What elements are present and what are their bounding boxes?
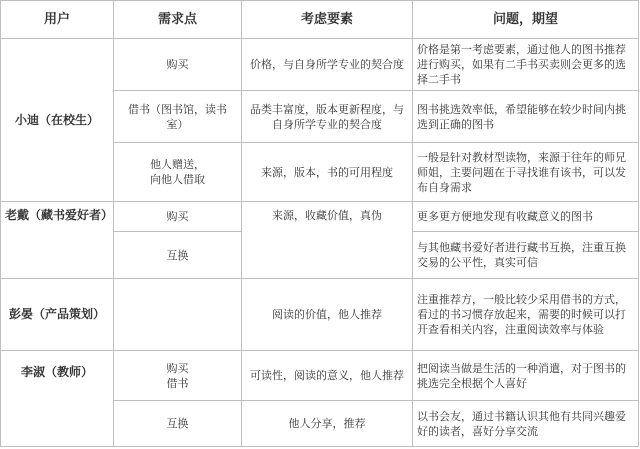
need-cell: 购买 借书 — [114, 351, 242, 401]
issue-cell: 价格是第一考虑要素，通过他人的图书推荐进行购买，如果有二手书买卖则会更多的选择二手书 — [413, 39, 639, 91]
factor-cell: 可读性，阅读的意义，他人推荐 — [242, 351, 413, 401]
header-row — [1, 1, 639, 39]
header-need: 需求点 — [114, 1, 242, 39]
need-cell: 互换 — [114, 401, 242, 447]
user-cell: 李淑（教师） — [1, 351, 114, 447]
issue-cell: 以书会友，通过书籍认识其他有共同兴趣爱好的读者，喜好分享交流 — [413, 401, 639, 447]
issue-cell: 注重推荐方，一般比较少采用借书的方式，看过的书习惯存放起来，需要的时候可以打开查看相关内容，注重阅读效率与体验 — [413, 279, 639, 351]
factor-cell: 来源，版本，书的可用程度 — [242, 143, 413, 202]
table-row — [1, 202, 639, 232]
user-cell: 老戴（藏书爱好者） — [1, 202, 114, 279]
issue-cell: 一般是针对教材型读物，来源于往年的师兄师姐，主要问题在于寻找谁有该书，可以发布自身需求 — [413, 143, 639, 202]
issue-cell: 图书挑选效率低，希望能够在较少时间内挑选到正确的图书 — [413, 91, 639, 143]
factor-cell: 价格，与自身所学专业的契合度 — [242, 39, 413, 91]
header-factors: 考虑要素 — [242, 1, 413, 39]
factor-cell: 品类丰富度，版本更新程度，与 自身所学专业的契合度 — [242, 91, 413, 143]
header-user: 用户 — [1, 1, 114, 39]
issue-cell: 更多更方便地发现有收藏意义的图书 — [413, 202, 639, 232]
user-cell: 彭晏（产品策划） — [1, 279, 114, 351]
table-row — [1, 39, 639, 91]
table-row — [1, 351, 639, 401]
need-cell: 他人赠送， 向他人借取 — [114, 143, 242, 202]
need-cell: 互换 — [114, 232, 242, 279]
issue-cell: 把阅读当做是生活的一种消遣，对于图书的挑选完全根据个人喜好 — [413, 351, 639, 401]
need-cell — [114, 279, 242, 351]
user-cell: 小迪（在校生） — [1, 39, 114, 202]
need-cell: 借书（图书馆，读书 室） — [114, 91, 242, 143]
factor-cell: 阅读的价值，他人推荐 — [242, 279, 413, 351]
table-row — [1, 279, 639, 351]
factor-cell: 他人分享，推荐 — [242, 401, 413, 447]
need-cell: 购买 — [114, 39, 242, 91]
issue-cell: 与其他藏书爱好者进行藏书互换，注重互换交易的公平性，真实可信 — [413, 232, 639, 279]
header-issues: 问题，期望 — [413, 1, 639, 39]
factor-cell: 来源，收藏价值，真伪 — [242, 202, 413, 279]
need-cell: 购买 — [114, 202, 242, 232]
